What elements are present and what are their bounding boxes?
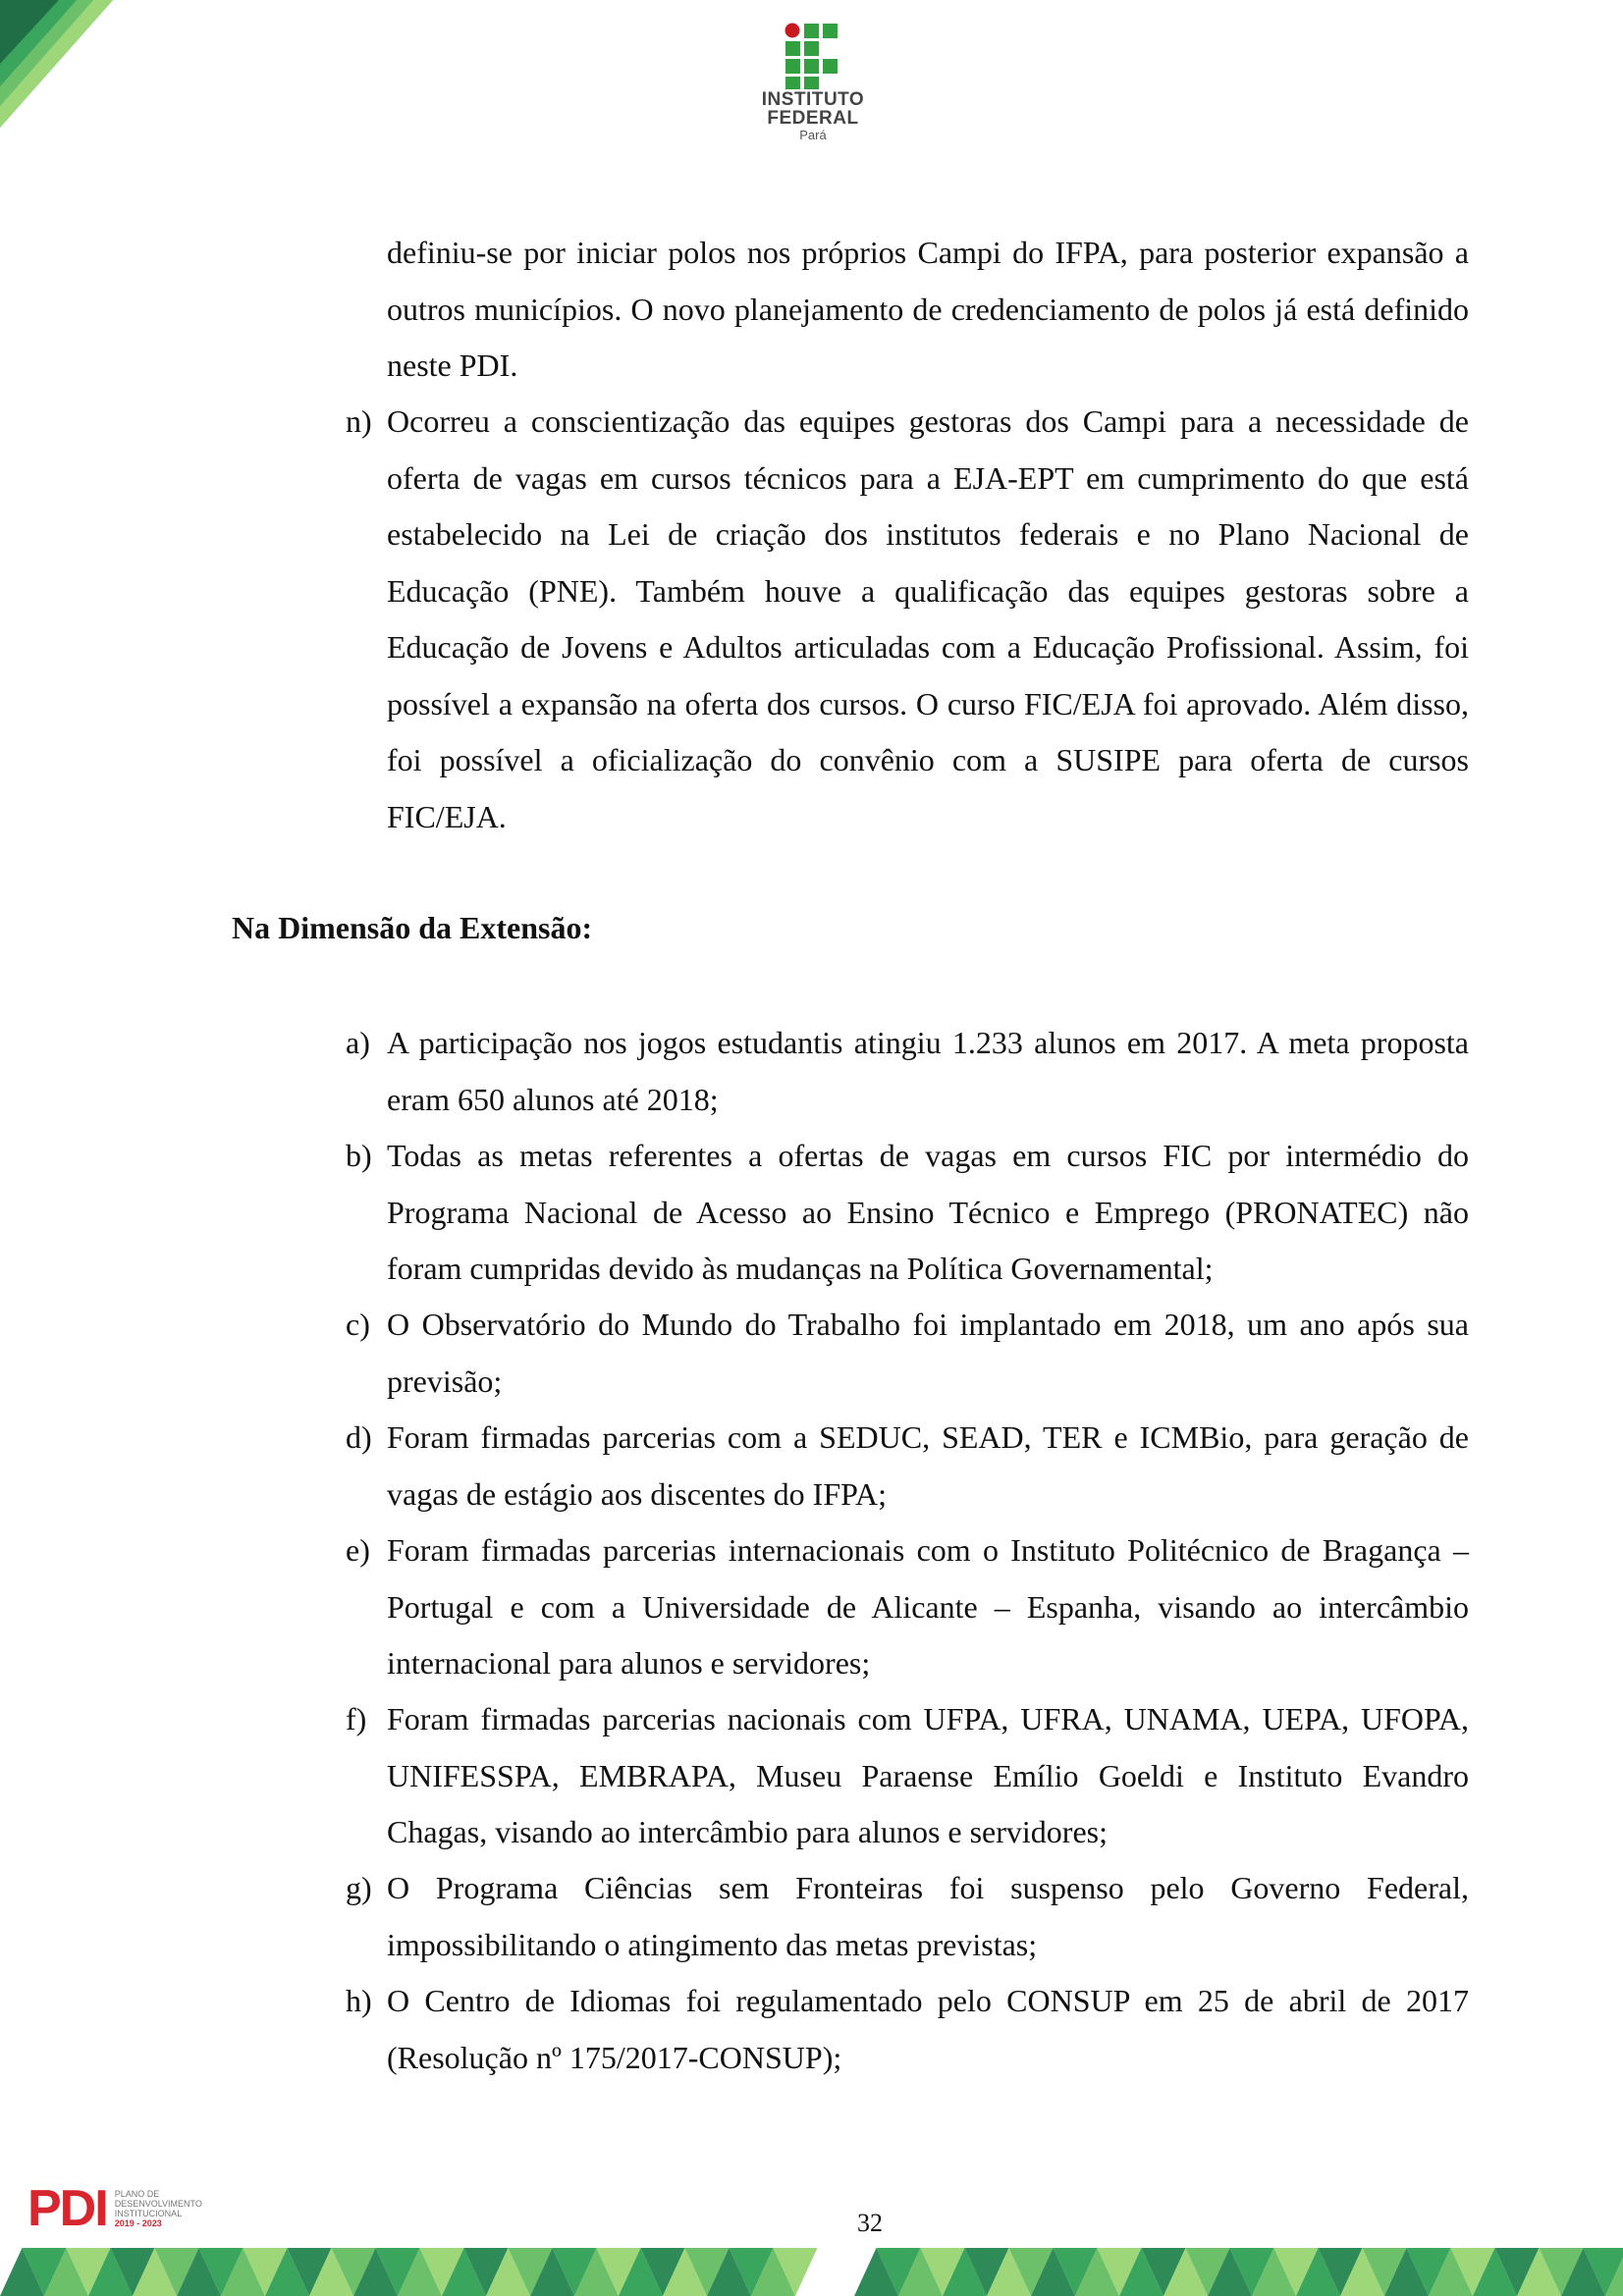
pdi-line1: PLANO DE (114, 2189, 160, 2199)
list-item (346, 1691, 1469, 1861)
item-text: Foram firmadas parcerias com a SEDUC, SEAD, TER e ICMBio, para geração de vagas de estágio aos discentes do IFPA; (387, 1419, 1469, 1512)
logo-name-line2: FEDERAL (767, 108, 859, 129)
item-label: h) (346, 1983, 372, 2018)
item-label: e) (346, 1532, 370, 1568)
item-text: Foram firmadas parcerias internacionais com o Instituto Politécnico de Bragança – Portugal e com a Universidade de Alicante – Espanha, visando ao intercâmbio internacional para alunos e servidores; (387, 1532, 1469, 1681)
item-text: Foram firmadas parcerias nacionais com UFPA, UFRA, UNAMA, UEPA, UFOPA, UNIFESSPA, EMBRAPA, Museu Paraense Emílio Goeldi e Instituto Evandro Chagas, visando ao intercâmbio para alunos e servidores; (387, 1701, 1469, 1849)
list-item (346, 1973, 1469, 2086)
list-item (346, 1860, 1469, 1973)
footer-pattern (0, 2248, 1623, 2296)
item-label: d) (346, 1419, 372, 1455)
pdi-line2: DESENVOLVIMENTO (114, 2199, 202, 2209)
item-label: c) (346, 1307, 370, 1342)
item-label: a) (346, 1025, 370, 1060)
list-item (346, 1522, 1469, 1692)
item-text: A participação nos jogos estudantis atingiu 1.233 alunos em 2017. A meta proposta eram 650 alunos até 2018; (387, 1025, 1469, 1117)
section-heading: Na Dimensão da Extensão: (232, 910, 593, 945)
item-label: f) (346, 1701, 367, 1736)
pdi-years: 2019 - 2023 (114, 2218, 162, 2228)
pdi-line3: INSTITUCIONAL (114, 2209, 183, 2218)
item-text: O Observatório do Mundo do Trabalho foi implantado em 2018, um ano após sua previsão; (387, 1307, 1469, 1399)
item-text: O Centro de Idiomas foi regulamentado pelo CONSUP em 25 de abril de 2017 (Resolução nº 175/2017-CONSUP); (387, 1983, 1469, 2075)
institute-logo (754, 22, 872, 142)
continuation-paragraph: definiu-se por iniciar polos nos próprios Campi do IFPA, para posterior expansão a outros municípios. O novo planejamento de credenciamento de polos já está definido neste PDI. (387, 235, 1469, 383)
item-text: Ocorreu a conscientização das equipes gestoras dos Campi para a necessidade de oferta de vagas em cursos técnicos para a EJA-EPT em cumprimento do que está estabelecido na Lei de criação dos institutos federais e no Plano Nacional de Educação (PNE). Também houve a qualificação das equipes gestoras sobre a Educação de Jovens e Adultos articuladas com a Educação Profissional. Assim, foi possível a expansão na oferta dos cursos. O curso FIC/EJA foi aprovado. Além disso, foi possível a oficialização do convênio com a SUSIPE para oferta de cursos FIC/EJA. (387, 403, 1469, 834)
item-label: b) (346, 1138, 372, 1173)
corner-decoration (0, 0, 113, 128)
logo-name-line1: INSTITUTO (761, 89, 865, 110)
pdi-mark: PDI (27, 2180, 107, 2237)
logo-state: Pará (799, 128, 827, 142)
pdi-logo (27, 2181, 223, 2236)
ifpa-emblem-icon (784, 22, 842, 90)
item-label: n) (346, 403, 372, 439)
pdi-subtitle (115, 2189, 223, 2228)
item-text: Todas as metas referentes a ofertas de vagas em cursos FIC por intermédio do Programa Nacional de Acesso ao Ensino Técnico e Emprego (PRONATEC) não foram cumpridas devido às mudanças na Política Governamental; (387, 1138, 1469, 1286)
list-item (346, 394, 1469, 845)
page-number: 32 (857, 2209, 883, 2237)
list-item (346, 1410, 1469, 1522)
list-item (346, 1015, 1469, 1128)
item-label: g) (346, 1870, 372, 1905)
list-item (346, 1128, 1469, 1298)
list-item (346, 1297, 1469, 1410)
item-text: O Programa Ciências sem Fronteiras foi suspenso pelo Governo Federal, impossibilitando o atingimento das metas previstas; (387, 1870, 1469, 1962)
